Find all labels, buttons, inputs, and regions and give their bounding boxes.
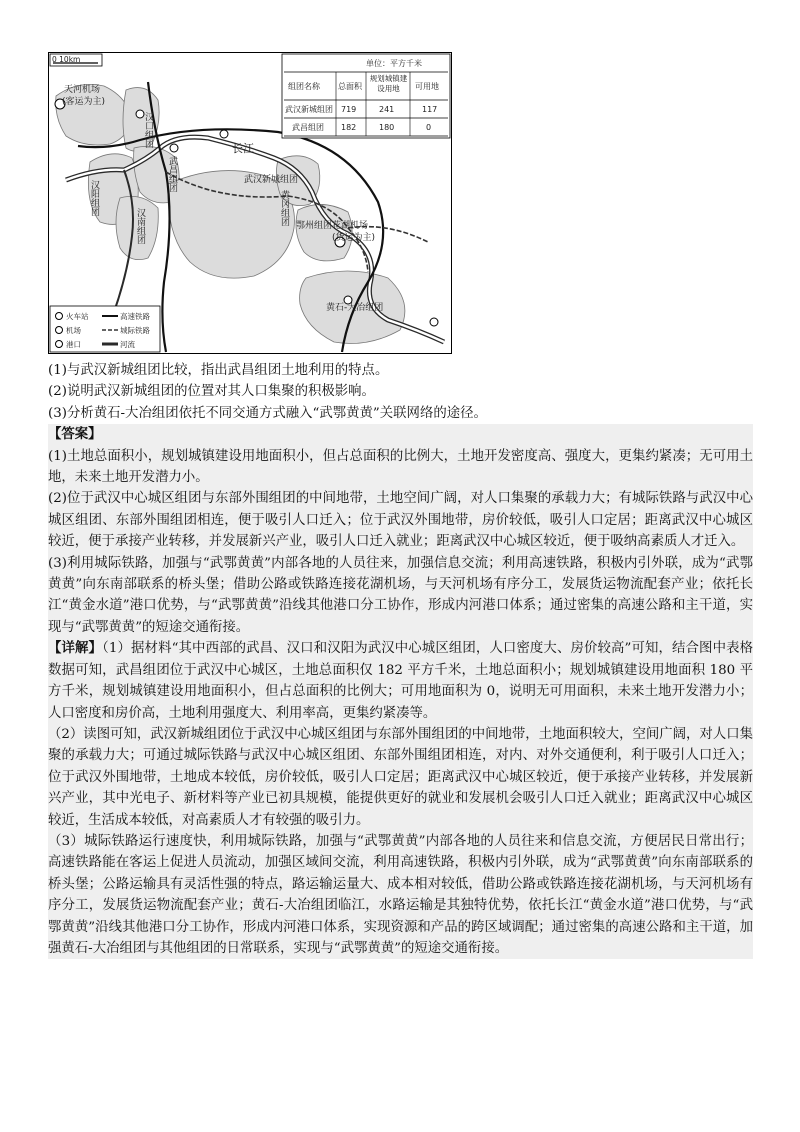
label-huanggang: 黄冈组团: [279, 190, 289, 226]
scale-label: 0 10km: [52, 55, 81, 64]
legend-port-icon: [56, 341, 63, 348]
label-hankou: 汉口组团: [143, 112, 153, 148]
legend-station: 火车站: [66, 312, 89, 321]
label-tianhe: 天河机场: [64, 85, 101, 95]
label-hannan: 汉南组团: [135, 208, 145, 244]
answer-section: [48, 424, 753, 959]
label-wuchang: 武昌组团: [167, 156, 177, 192]
label-tianhe-note: (客运为主): [62, 97, 106, 107]
legend-station-icon: [56, 313, 63, 320]
label-huangshi: 黄石-大冶组团: [326, 303, 384, 313]
question-2: (2)说明武汉新城组团的位置对其人口集聚的积极影响。: [48, 384, 375, 400]
detail-heading: 【详解】: [48, 640, 103, 657]
answer-3: (3)利用城际铁路，加强与“武鄂黄黄”内部各地的人员往来，加强信息交流；利用高速铁路，积极内引外联，成为“武鄂黄黄”向东南部联系的桥头堡；借助公路或铁路连接花湖机场，与天河机场有序分工，发展货运物流配套产业；依托长江“黄金水道”港口优势，与“武鄂黄黄”沿线其他港口分工协作，形成内河港口体系；通过密集的高速公路和主干道，实现与“武鄂黄黄”的短途交通衔接。: [48, 555, 753, 635]
table-cell: 180: [379, 123, 395, 132]
station-icon: [170, 144, 178, 152]
detail-2: （2）读图可知，武汉新城组团位于武汉中心城区组团与东部外围组团的中间地带，土地面积较大，空间广阔，对人口集聚的承载力大；可通过城际铁路与武汉中心城区组团、东部外围组团相连，对内、对外交通便利，利于吸引人口迁入；位于武汉外围地带，土地成本较低，房价较低，吸引人口定居；距离武汉中心城区较近，便于承接产业转移，并发展新兴产业，其中光电子、新材料等产业已初具规模，能提供更好的就业和发展机会吸引人口迁入就业；距离武汉中心城区较近，生活成本较低，对高素质人才有较强的吸引力。: [48, 726, 753, 828]
legend-intercity: 城际铁路: [120, 326, 150, 335]
question-3: (3)分析黄石-大冶组团依托不同交通方式融入“武鄂黄黄”关联网络的途径。: [48, 405, 487, 421]
port-icon: [220, 130, 228, 138]
port-icon: [430, 318, 438, 326]
label-yangtze: 长江: [232, 142, 254, 155]
legend-airport-icon: [56, 327, 63, 334]
legend-airport: 机场: [66, 326, 81, 335]
table-cell: 武汉新城组团: [285, 105, 333, 114]
legend-hsr: 高速铁路: [120, 312, 150, 321]
question-1: (1)与武汉新城组团比较，指出武昌组团土地利用的特点。: [48, 363, 389, 378]
table-cell: 117: [422, 105, 438, 114]
area-table: [282, 54, 450, 138]
table-cell: 241: [379, 105, 395, 114]
legend-river: 河流: [120, 340, 135, 349]
table-cell: 719: [341, 105, 357, 114]
answer-2: (2)位于武汉中心城区组团与东部外围组团的中间地带，土地空间广阔，对人口集聚的承载力大；有城际铁路与武汉中心城区组团、东部外围组团相连，便于吸引人口迁入；位于武汉外围地带，房价较低，吸引人口定居；距离武汉中心城区较近，便于承接产业转移，并发展新兴产业，吸引人口迁入就业；距离武汉中心城区较近，便于吸纳高素质人才迁入。: [48, 491, 753, 550]
answer-1: (1)土地总面积小，规划城镇建设用地面积小，但占总面积的比例大，土地开发密度高、强度大，更集约紧凑；无可用土地，未来土地开发潜力小。: [48, 448, 753, 486]
label-ezhou: 鄂州组团: [296, 221, 333, 231]
table-header: 规划城镇建设用地: [369, 74, 408, 93]
detail-1: （1）据材料“其中西部的武昌、汉口和汉阳为武汉中心城区组团，人口密度大、房价较高”可知，结合图中表格数据可知，武昌组团位于武汉中心城区，土地总面积仅 182 平方千米，土地总面积小；规划城镇建设用地面积 180 平方千米，规划城镇建设用地面积小，但占总面积的比例大；可用地面积为 0，说明无可用面积，未来土地开发潜力小；人口密度和房价高，土地利用强度大、利用率高，更集约紧凑等。: [48, 641, 753, 721]
label-huahu-note: (货运为主): [332, 233, 376, 243]
table-header: 组团名称: [288, 82, 320, 91]
table-cell: 0: [426, 123, 432, 132]
detail-1-para: [48, 638, 753, 724]
table-header: 可用地: [415, 82, 439, 91]
document-body: [48, 360, 753, 959]
table-cell: 182: [341, 123, 357, 132]
detail-3: （3）城际铁路运行速度快，利用城际铁路，加强与“武鄂黄黄”内部各地的人员往来和信息交流，方便居民日常出行；高速铁路能在客运上促进人员流动，加强区域间交流，利用高速铁路，积极内引外联，成为“武鄂黄黄”向东南部联系的桥头堡；公路运输具有灵活性强的特点，路运输运量大、成本相对较低，借助公路或铁路连接花湖机场，与天河机场有序分工，发展货运物流配套产业；黄石-大冶组团临江，水路运输是其独特优势，依托长江“黄金水道”港口优势，与“武鄂黄黄”沿线其他港口分工协作，形成内河港口体系，实现资源和产品的跨区域调配；通过密集的高速公路和主干道，加强黄石-大冶组团与其他组团的日常联系，实现与“武鄂黄黄”的短途交通衔接。: [48, 833, 753, 956]
answer-heading: 【答案】: [48, 426, 102, 443]
label-hanyang: 汉阳组团: [89, 180, 99, 216]
legend-port: 港口: [66, 340, 81, 349]
label-new-city: 武汉新城组团: [244, 175, 299, 185]
label-huahu: 花湖机场: [332, 221, 369, 231]
table-unit: 单位：平方千米: [366, 59, 422, 68]
map-figure: [48, 52, 452, 354]
map-legend: [50, 306, 160, 352]
table-header: 总面积: [338, 82, 362, 91]
table-cell: 武昌组团: [292, 123, 324, 132]
